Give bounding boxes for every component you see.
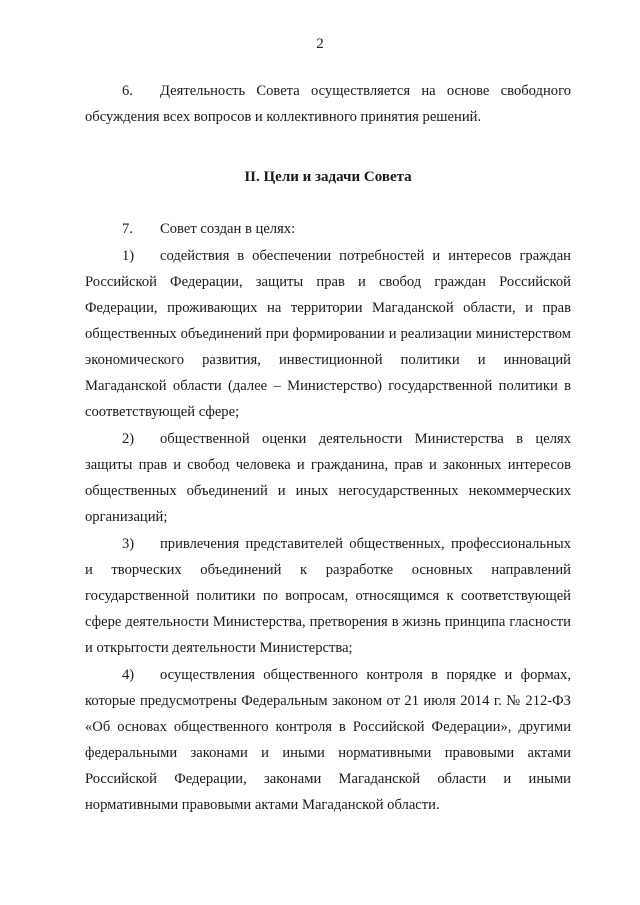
subitem-4 [85, 662, 571, 818]
item-text: Совет создан в целях: [160, 221, 296, 237]
item-number: 6. [122, 83, 133, 99]
item-number: 7. [122, 221, 133, 237]
item-text: Деятельность Совета осуществляется на основе свободного обсуждения всех вопросов и коллективного принятия решений. [85, 83, 571, 125]
subitem-1 [85, 243, 571, 425]
section-heading: II. Цели и задачи Совета [244, 169, 412, 185]
subitem-number: 3) [122, 536, 135, 552]
item-7 [85, 216, 571, 242]
subitem-text: содействия в обеспечении потребностей и интересов граждан Российской Федерации, защиты прав и свобод граждан Российской Федерации, проживающих на территории Магаданской области, и прав общественных объединений при формировании и реализации министерством экономического развития, инвестиционной политики и инноваций Магаданской области (далее – Министерство) государственной политики в соответствующей сфере; [85, 248, 571, 420]
page-number: 2 [316, 36, 324, 52]
subitem-text: общественной оценки деятельности Министерства в целях защиты прав и свобод человека и гражданина, прав и законных интересов общественных объединений и иных негосударственных некоммерческих организаций; [85, 431, 571, 525]
item-6 [85, 78, 571, 130]
subitem-number: 2) [122, 431, 135, 447]
document-body [85, 78, 571, 819]
subitem-text: привлечения представителей общественных, профессиональных и творческих объединений к разработке основных направлений государственной политики по вопросам, относящимся к соответствующей сфере деятельности Министерства, претворения в жизнь принципа гласности и открытости деятельности Министерства; [85, 536, 571, 656]
subitem-number: 4) [122, 667, 135, 683]
subitem-2 [85, 426, 571, 530]
subitem-text: осуществления общественного контроля в порядке и формах, которые предусмотрены Федеральным законом от 21 июля 2014 г. № 212-ФЗ «Об основах общественного контроля в Российской Федерации», другими федеральными законами и иными нормативными правовыми актами Российской Федерации, законами Магаданской области и иными нормативными правовыми актами Магаданской области. [85, 667, 571, 813]
subitem-3 [85, 531, 571, 661]
subitem-number: 1) [122, 248, 135, 264]
